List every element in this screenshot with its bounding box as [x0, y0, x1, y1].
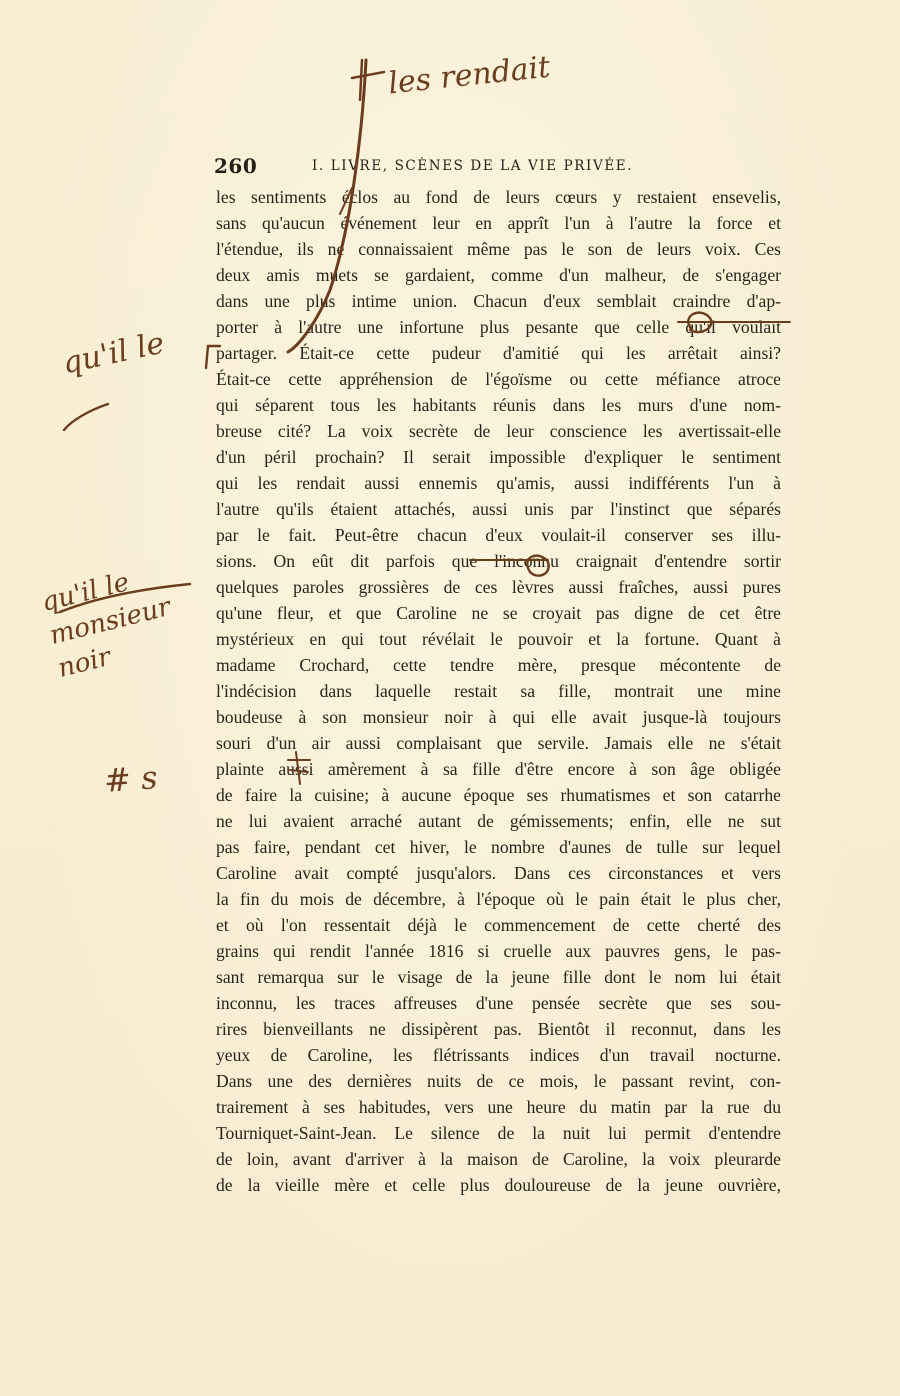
text-line: ne lui avaient arraché autant de gémissements; enfin, elle ne sut [216, 811, 781, 831]
text-line: madame Crochard, cette tendre mère, presque mécontente de [216, 655, 781, 675]
text-line: de la vieille mère et celle plus douloureuse de la jeune ouvrière, [216, 1175, 781, 1195]
text-line: Dans une des dernières nuits de ce mois, le passant revint, con- [216, 1071, 781, 1091]
text-line: Caroline avait compté jusqu'alors. Dans ces circonstances et vers [216, 863, 781, 883]
text-line: la fin du mois de décembre, à l'époque où le pain était le plus cher, [216, 889, 781, 909]
text-line: partager. Était-ce cette pudeur d'amitié qui les arrêtait ainsi? [216, 343, 781, 363]
text-line: qui les rendait aussi ennemis qu'amis, aussi indifférents l'un à [216, 473, 781, 493]
text-line: souri d'un air aussi complaisant que servile. Jamais elle ne s'était [216, 733, 781, 753]
text-line: qu'une fleur, et que Caroline ne se croyait pas digne de cet être [216, 603, 781, 623]
annotation-left-3: # s [102, 758, 159, 800]
text-line: par le fait. Peut-être chacun d'eux voulait-il conserver ses illu- [216, 525, 781, 545]
text-line: trairement à ses habitudes, vers une heure du matin par la rue du [216, 1097, 781, 1117]
text-line: qui séparent tous les habitants réunis dans les murs d'une nom- [216, 395, 781, 415]
text-line: boudeuse à son monsieur noir à qui elle avait jusque-là toujours [216, 707, 781, 727]
text-line: sant remarqua sur le visage de la jeune fille dont le nom lui était [216, 967, 781, 987]
text-line: dans une plus intime union. Chacun d'eux semblait craindre d'ap- [216, 291, 781, 311]
text-line: de loin, avant d'arriver à la maison de Caroline, la voix pleurarde [216, 1149, 781, 1169]
text-line: yeux de Caroline, les flétrissants indices d'un travail nocturne. [216, 1045, 781, 1065]
text-line: grains qui rendit l'année 1816 si cruelle aux pauvres gens, le pas- [216, 941, 781, 961]
text-line: deux amis muets se gardaient, comme d'un malheur, de s'engager [216, 265, 781, 285]
text-line: mystérieux en qui tout révélait le pouvoir et la fortune. Quant à [216, 629, 781, 649]
text-line: Était-ce cette appréhension de l'égoïsme ou cette méfiance atroce [216, 369, 781, 389]
running-head [214, 154, 780, 180]
text-line: et où l'on ressentait déjà le commencement de cette cherté des [216, 915, 781, 935]
text-line: plainte aussi amèrement à sa fille d'être encore à son âge obligée [216, 759, 781, 779]
text-line: d'un péril prochain? Il serait impossible d'expliquer le sentiment [216, 447, 781, 467]
annotation-top: les rendait [386, 49, 552, 102]
annotation-left-1: qu'il le [59, 325, 168, 382]
text-line: porter à l'autre une infortune plus pesante que celle qu'il voulait [216, 317, 781, 337]
text-line: sans qu'aucun événement leur en apprît l'un à l'autre la force et [216, 213, 781, 233]
annotation-left-2: qu'il le monsieur noir [38, 567, 174, 684]
text-line: les sentiments éclos au fond de leurs cœurs y restaient ensevelis, [216, 187, 781, 207]
body-text [216, 184, 781, 1198]
text-line: breuse cité? La voix secrète de leur conscience les avertissait-elle [216, 421, 781, 441]
text-line: sions. On eût dit parfois que l'inconnu craignait d'entendre sortir [216, 551, 781, 571]
text-line: l'autre qu'ils étaient attachés, aussi unis par l'instinct que séparés [216, 499, 781, 519]
text-line: rires bienveillants ne dissipèrent pas. Bientôt il reconnut, dans les [216, 1019, 781, 1039]
margin-stroke [64, 404, 108, 430]
text-line: l'étendue, ils ne connaissaient même pas le son de leurs voix. Ces [216, 239, 781, 259]
text-line: quelques paroles grossières de ces lèvres aussi fraîches, aussi pures [216, 577, 781, 597]
text-line: l'indécision dans laquelle restait sa fille, montrait une mine [216, 681, 781, 701]
text-line: Tourniquet-Saint-Jean. Le silence de la nuit lui permit d'entendre [216, 1123, 781, 1143]
text-line: inconnu, les traces affreuses d'une pensée secrète que ses sou- [216, 993, 781, 1013]
running-head-title: I. LIVRE, SCÈNES DE LA VIE PRIVÉE. [312, 158, 634, 174]
page-number: 260 [214, 154, 258, 178]
text-line: de faire la cuisine; à aucune époque ses rhumatismes et son catarrhe [216, 785, 781, 805]
text-line: pas faire, pendant cet hiver, le nombre d'aunes de tulle sur lequel [216, 837, 781, 857]
insertion-cross-mark [352, 60, 384, 100]
